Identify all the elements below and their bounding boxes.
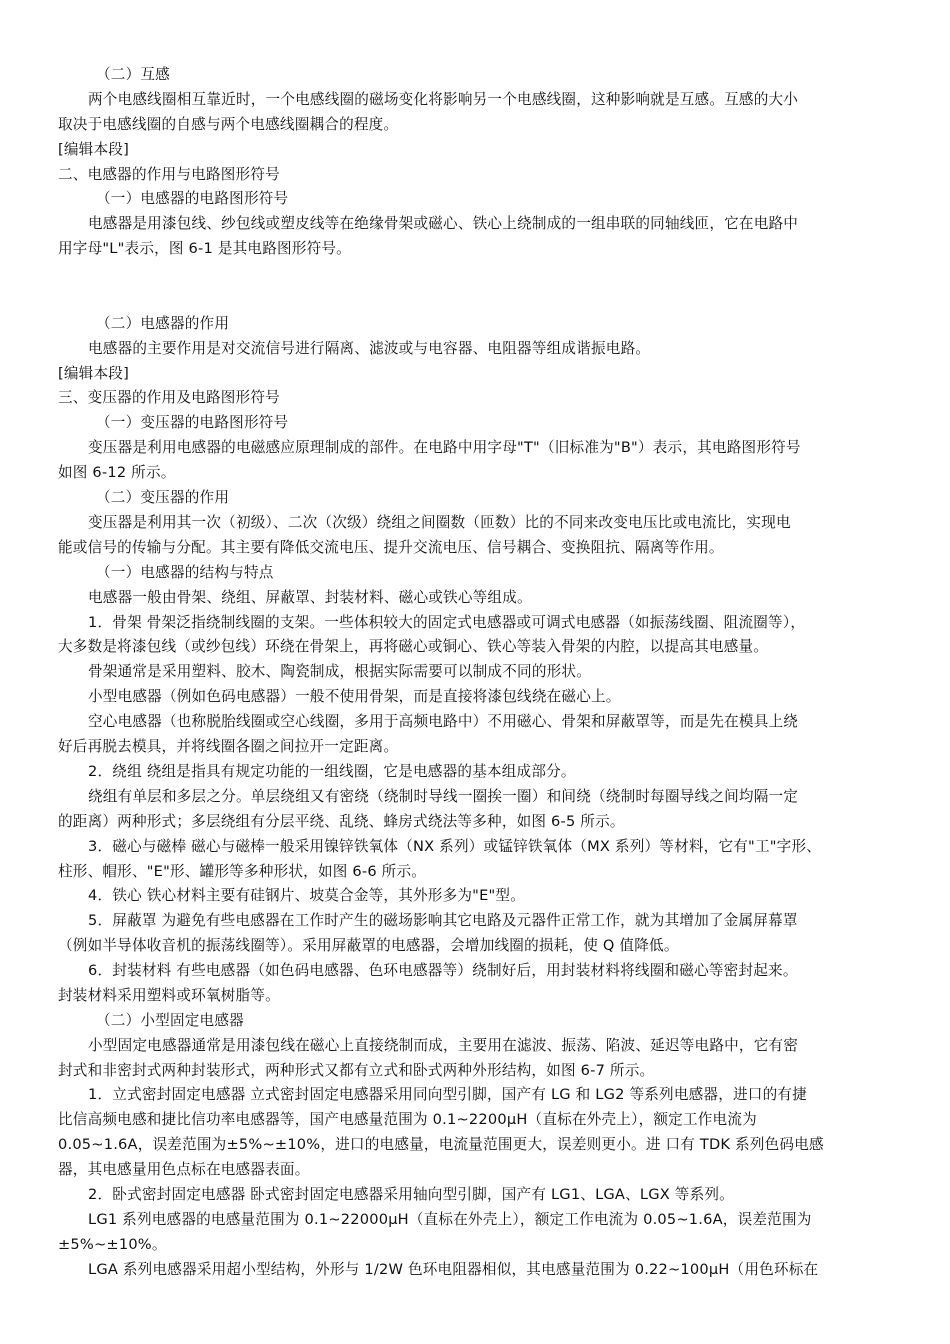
paragraph-line: 1．骨架 骨架泛指绕制线圈的支架。一些体积较大的固定式电感器或可调式电感器（如振荡线圈、阻流圈等）， <box>88 614 806 631</box>
paragraph-line: 绕组有单层和多层之分。单层绕组又有密绕（绕制时导线一圈挨一圈）和间绕（绕制时每圈导线之间均隔一定 <box>88 788 799 805</box>
paragraph-line: 器，其电感量用色点标在电感器表面。 <box>58 1161 310 1178</box>
paragraph-line: ±5%~±10%。 <box>58 1236 167 1253</box>
subheading: （二）电感器的作用 <box>96 315 230 332</box>
paragraph-line: 用字母"L"表示，图 6-1 是其电路图形符号。 <box>58 240 351 257</box>
paragraph-line: 小型固定电感器通常是用漆包线在磁心上直接绕制而成，主要用在滤波、振荡、陷波、延迟等电路中，它有密 <box>88 1037 799 1054</box>
paragraph-line: 4．铁心 铁心材料主要有硅钢片、坡莫合金等，其外形多为"E"型。 <box>88 887 526 904</box>
paragraph-line: 封装材料采用塑料或环氧树脂等。 <box>58 987 280 1004</box>
paragraph-line: 如图 6-12 所示。 <box>58 464 176 481</box>
paragraph-line: 5．屏蔽罩 为避免有些电感器在工作时产生的磁场影响其它电路及元器件正常工作，就为其增加了金属屏幕罩 <box>88 912 798 929</box>
paragraph-line: 大多数是将漆包线（或纱包线）环绕在骨架上，再将磁心或铜心、铁心等装入骨架的内腔，以提高其电感量。 <box>58 638 769 655</box>
subheading-mutual-inductance: （二）互感 <box>96 66 170 83</box>
paragraph-line: 的距离）两种形式；多层绕组有分层平绕、乱绕、蜂房式绕法等多种，如图 6-5 所示。 <box>58 813 625 830</box>
paragraph-line: 骨架通常是采用塑料、胶木、陶瓷制成，根据实际需要可以制成不同的形状。 <box>88 663 591 680</box>
paragraph-line: 柱形、帽形、"E"形、罐形等多种形状，如图 6-6 所示。 <box>58 863 427 880</box>
paragraph-line: 0.05~1.6A，误差范围为±5%~±10%，进口的电感量，电流量范围更大，误差则更小。进 口有 TDK 系列色码电感 <box>58 1136 824 1153</box>
paragraph-line: 电感器一般由骨架、绕组、屏蔽罩、封装材料、磁心或铁心等组成。 <box>88 589 532 606</box>
section-heading: 三、变压器的作用及电路图形符号 <box>58 389 280 406</box>
paragraph-line: 小型电感器（例如色码电感器）一般不使用骨架，而是直接将漆包线绕在磁心上。 <box>88 688 621 705</box>
paragraph-line: 好后再脱去模具，并将线圈各圈之间拉开一定距离。 <box>58 738 399 755</box>
paragraph-line: LGA 系列电感器采用超小型结构，外形与 1/2W 色环电阻器相似，其电感量范围为 0.22~100μH（用色环标在 <box>88 1261 819 1278</box>
paragraph-line: 变压器是利用其一次（初级）、二次（次级）绕组之间圈数（匝数）比的不同来改变电压比或电流比，实现电 <box>88 514 791 531</box>
subheading: （二）变压器的作用 <box>96 489 230 506</box>
paragraph-line: 能或信号的传输与分配。其主要有降低交流电压、提升交流电压、信号耦合、变换阻抗、隔离等作用。 <box>58 539 724 556</box>
paragraph-line: 两个电感线圈相互靠近时，一个电感线圈的磁场变化将影响另一个电感线圈，这种影响就是互感。互感的大小 <box>88 91 799 108</box>
paragraph-line: （例如半导体收音机的振荡线圈等）。采用屏蔽罩的电感器，会增加线圈的损耗，使 Q 值降低。 <box>58 937 679 954</box>
paragraph-line: 1．立式密封固定电感器 立式密封固定电感器采用同向型引脚，国产有 LG 和 LG2 等系列电感器，进口的有捷 <box>88 1086 807 1103</box>
paragraph-line: 2．卧式密封固定电感器 卧式密封固定电感器采用轴向型引脚，国产有 LG1、LGA、LGX 等系列。 <box>88 1186 734 1203</box>
paragraph-line: 电感器的主要作用是对交流信号进行隔离、滤波或与电容器、电阻器等组成谐振电路。 <box>88 340 651 357</box>
subheading: （一）变压器的电路图形符号 <box>96 414 289 431</box>
paragraph-line: 变压器是利用电感器的电磁感应原理制成的部件。在电路中用字母"T"（旧标准为"B"）表示，其电路图形符号 <box>88 439 801 456</box>
paragraph-line: 比信高频电感和捷比信功率电感器等，国产电感量范围为 0.1~2200μH（直标在外壳上），额定工作电流为 <box>58 1111 757 1128</box>
subheading: （一）电感器的结构与特点 <box>96 564 274 581</box>
section-heading: 二、电感器的作用与电路图形符号 <box>58 166 280 183</box>
subheading: （二）小型固定电感器 <box>96 1012 244 1029</box>
edit-section-marker: [编辑本段] <box>58 141 129 158</box>
paragraph-line: 2．绕组 绕组是指具有规定功能的一组线圈，它是电感器的基本组成部分。 <box>88 763 576 780</box>
paragraph-line: 封式和非密封式两种封装形式，两种形式又都有立式和卧式两种外形结构，如图 6-7 所示。 <box>58 1062 655 1079</box>
paragraph-line: 取决于电感线圈的自感与两个电感线圈耦合的程度。 <box>58 116 399 133</box>
paragraph-line: 电感器是用漆包线、纱包线或塑皮线等在绝缘骨架或磁心、铁心上绕制成的一组串联的同轴线匝，它在电路中 <box>88 215 799 232</box>
paragraph-line: LG1 系列电感器的电感量范围为 0.1~22000μH（直标在外壳上），额定工作电流为 0.05~1.6A，误差范围为 <box>88 1211 812 1228</box>
paragraph-line: 空心电感器（也称脱胎线圈或空心线圈，多用于高频电路中）不用磁心、骨架和屏蔽罩等，而是先在模具上绕 <box>88 713 799 730</box>
subheading: （一）电感器的电路图形符号 <box>96 190 289 207</box>
edit-section-marker: [编辑本段] <box>58 365 129 382</box>
paragraph-line: 3．磁心与磁棒 磁心与磁棒一般采用镍锌铁氧体（NX 系列）或锰锌铁氧体（MX 系列）等材料，它有"工"字形、 <box>88 838 822 855</box>
paragraph-line: 6．封装材料 有些电感器（如色码电感器、色环电感器等）绕制好后，用封装材料将线圈和磁心等密封起来。 <box>88 962 798 979</box>
